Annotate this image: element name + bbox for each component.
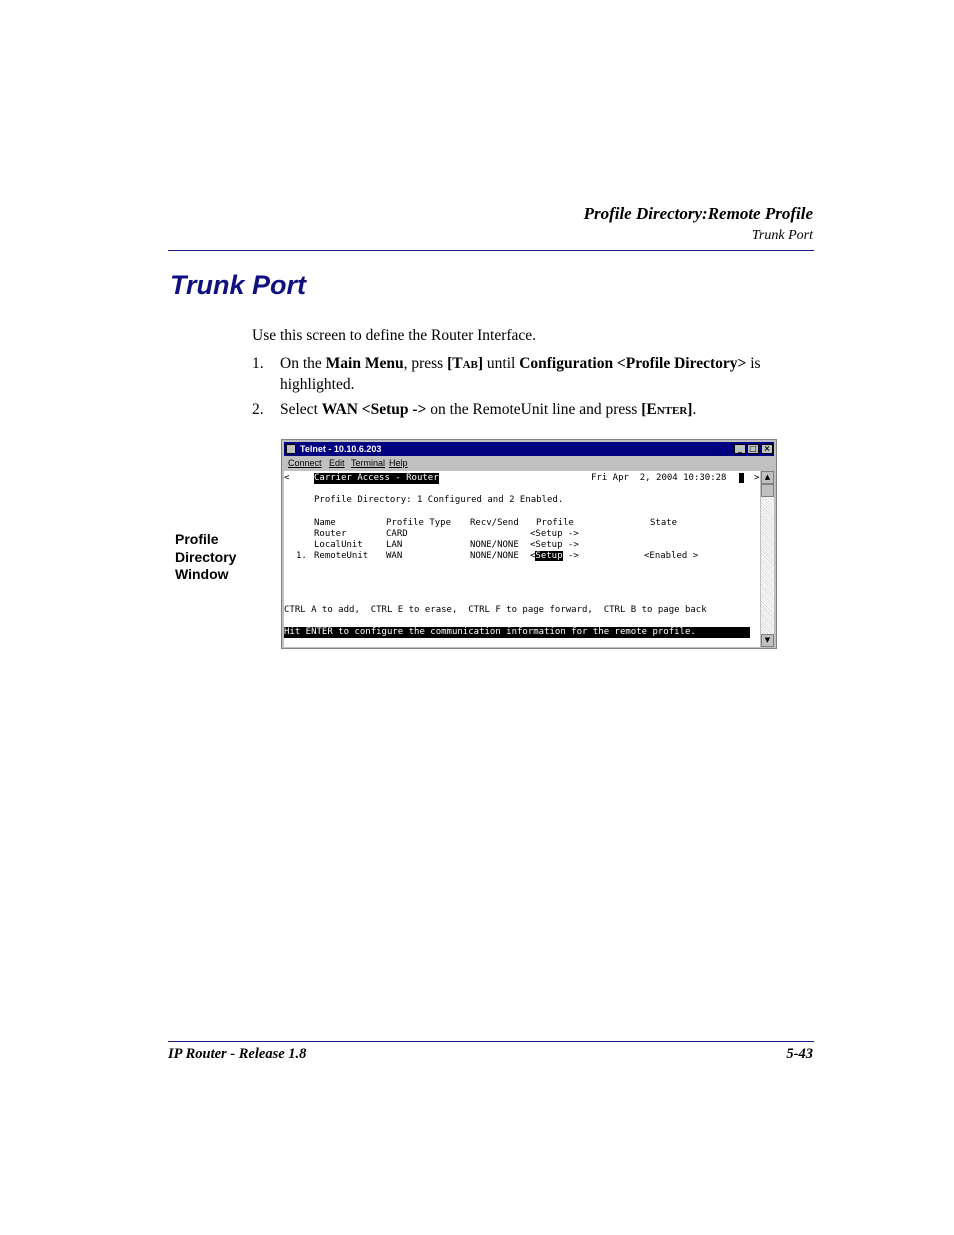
row-localunit-recv-send: NONE/NONE	[470, 540, 519, 550]
profile-directory-summary: Profile Directory: 1 Configured and 2 Enabled.	[314, 495, 564, 505]
step-1-part: On the	[280, 355, 326, 372]
telnet-app-icon	[286, 444, 296, 454]
left-arrow-marker: <	[284, 473, 290, 483]
running-header-subtitle: Trunk Port	[751, 228, 813, 243]
enter-key: [ENTER]	[641, 401, 693, 418]
caption-line: Window	[175, 566, 229, 582]
row-remoteunit-recv-send: NONE/NONE	[470, 551, 519, 561]
step-2-part: Select	[280, 401, 322, 418]
figure-caption	[175, 531, 236, 584]
step-2-text	[280, 400, 820, 421]
column-header-recv-send: Recv/Send	[470, 518, 519, 528]
telnet-window-title: Telnet - 10.10.6.203	[300, 444, 382, 454]
step-1-number: 1.	[252, 355, 264, 372]
configuration-label: Configuration <Profile Directory>	[519, 355, 747, 372]
step-1-part: is highlighted.	[280, 355, 761, 393]
row-router-type: CARD	[386, 529, 408, 539]
row-router-profile-setup[interactable]: <Setup ->	[530, 529, 579, 539]
step-2-part: on the RemoteUnit line and press	[426, 401, 642, 418]
row-remoteunit-profile-setup[interactable]: <Setup ->	[530, 551, 579, 561]
footer-rule	[168, 1041, 814, 1042]
header-rule	[168, 250, 814, 251]
step-1-part: until	[483, 355, 520, 372]
caption-line: Directory	[175, 548, 237, 565]
footer-product: IP Router - Release 1.8	[168, 1046, 307, 1062]
keyboard-shortcuts-line: CTRL A to add, CTRL E to erase, CTRL F to page forward, CTRL B to page back	[284, 605, 707, 615]
menu-help[interactable]: Help	[389, 458, 408, 468]
right-arrow-marker: >	[754, 473, 760, 483]
scroll-thumb[interactable]	[761, 484, 774, 497]
scroll-up-button[interactable]: ▲	[761, 471, 774, 484]
step-2-part: .	[692, 401, 697, 418]
page-title: Trunk Port	[170, 270, 307, 300]
row-remoteunit-type: WAN	[386, 551, 403, 561]
caption-line: Profile	[175, 531, 219, 547]
wan-setup-label: WAN <Setup ->	[321, 401, 427, 418]
row-remoteunit-number: 1.	[296, 551, 307, 561]
footer-page-number: 5-43	[786, 1046, 813, 1062]
row-remoteunit-name: RemoteUnit	[314, 551, 369, 561]
row-localunit-name: LocalUnit	[314, 540, 363, 550]
maximize-button[interactable]: □	[747, 444, 759, 454]
telnet-window	[281, 439, 777, 649]
terminal-datetime: Fri Apr 2, 2004 10:30:28	[591, 473, 727, 483]
status-line: Hit ENTER to configure the communication information for the remote profile.	[284, 627, 750, 638]
telnet-title-bar[interactable]	[284, 442, 774, 456]
menu-connect[interactable]: Connect	[288, 458, 322, 468]
column-header-name: Name	[314, 518, 336, 528]
column-header-profile: Profile	[536, 518, 574, 528]
minimize-button[interactable]: _	[734, 444, 746, 454]
row-remoteunit-state[interactable]: <Enabled >	[644, 551, 699, 561]
tab-key: [TAB]	[447, 355, 484, 372]
scroll-down-button[interactable]: ▼	[761, 634, 774, 647]
running-header-title: Profile Directory:Remote Profile	[583, 204, 813, 223]
step-2-number: 2.	[252, 401, 264, 418]
step-1-part: , press	[403, 355, 448, 372]
main-menu-label: Main Menu	[325, 355, 404, 372]
telnet-menu-bar	[284, 457, 774, 470]
close-button[interactable]: ×	[761, 444, 773, 454]
terminal-cursor	[739, 473, 744, 483]
terminal-app-title: Carrier Access - Router	[314, 473, 439, 483]
step-1-text	[280, 354, 820, 395]
row-localunit-type: LAN	[386, 540, 403, 550]
column-header-state: State	[650, 518, 678, 528]
row-localunit-profile-setup[interactable]: <Setup ->	[530, 540, 579, 550]
intro-paragraph: Use this screen to define the Router Interface.	[252, 327, 537, 344]
column-header-profile-type: Profile Type	[386, 518, 452, 528]
row-router-name: Router	[314, 529, 347, 539]
menu-terminal[interactable]: Terminal	[351, 458, 386, 468]
vertical-scrollbar[interactable]	[761, 471, 774, 647]
highlighted-setup-field[interactable]: Setup	[535, 551, 563, 561]
menu-edit[interactable]: Edit	[329, 458, 345, 468]
terminal-screen[interactable]	[284, 471, 760, 647]
